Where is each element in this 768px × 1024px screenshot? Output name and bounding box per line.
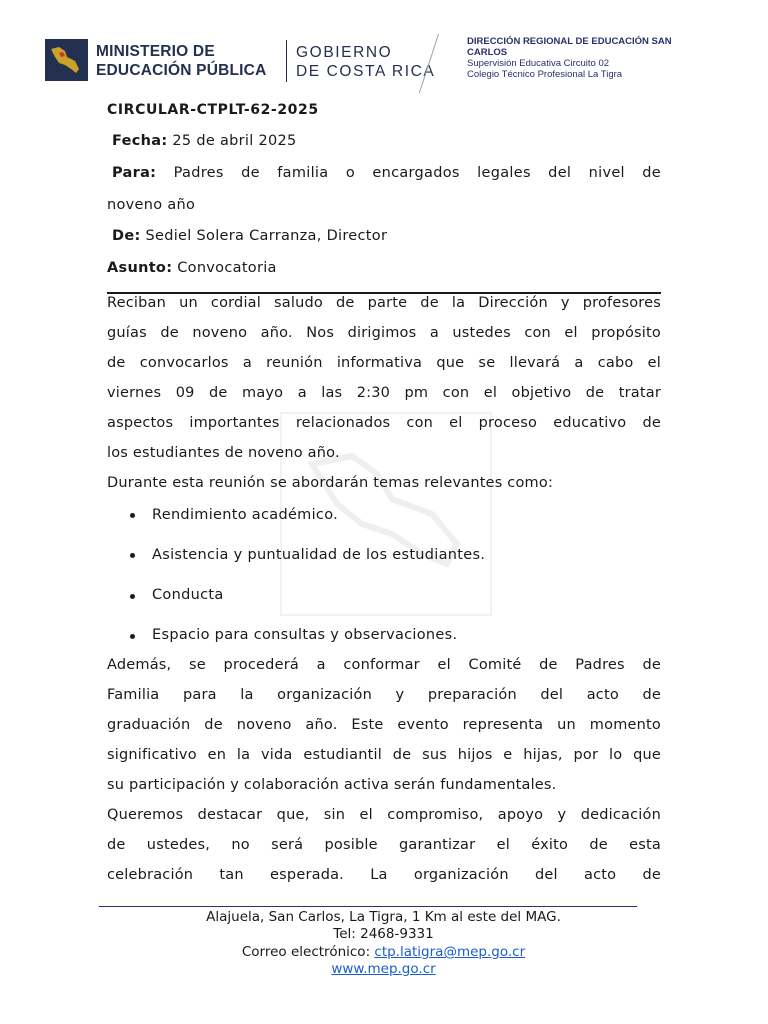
bullet-icon — [130, 634, 135, 639]
fecha-row — [112, 131, 297, 151]
direction-title: DIRECCIÓN REGIONAL DE EDUCACIÓN SAN CARLOS — [467, 36, 672, 58]
asunto-row — [107, 258, 277, 278]
list-intro: Durante esta reunión se abordarán temas relevantes como: — [107, 475, 554, 491]
p1-line: aspectos importantes relacionados con el proceso educativo de — [107, 415, 661, 431]
p3-line: celebración tan esperada. La organización del acto de — [107, 867, 661, 883]
asunto-value: Convocatoria — [177, 260, 277, 276]
bullet-icon — [130, 594, 135, 599]
para-value-line1: Padres de familia o encargados legales del nivel de — [173, 165, 661, 181]
circular-number: CIRCULAR-CTPLT-62-2025 — [107, 102, 319, 118]
mep-logo — [45, 39, 88, 81]
bullet-icon — [130, 513, 135, 518]
p3-line: de ustedes, no será posible garantizar el éxito de esta — [107, 837, 661, 853]
fecha-label: Fecha: — [112, 133, 168, 149]
para-row — [112, 163, 661, 183]
p2-line: Familia para la organización y preparación del acto de — [107, 687, 661, 703]
asunto-label: Asunto: — [107, 260, 173, 276]
gov-line2: DE COSTA RICA — [296, 63, 436, 80]
p1-line: Reciban un cordial saludo de parte de la Dirección y profesores — [107, 295, 661, 311]
bullet-item: Conducta — [152, 587, 224, 603]
bullet-item: Espacio para consultas y observaciones. — [152, 627, 458, 643]
p1-line: guías de noveno año. Nos dirigimos a ustedes con el propósito — [107, 325, 661, 341]
footer-email-label: Correo electrónico: — [241, 944, 375, 960]
de-value: Sediel Solera Carranza, Director — [145, 228, 388, 244]
p1-line: viernes 09 de mayo a las 2:30 pm con el objetivo de tratar — [107, 385, 661, 401]
paragraph-2 — [107, 650, 661, 890]
p2-line: significativo en la vida estudiantil de sus hijos e hijas, por lo que — [107, 747, 661, 763]
p1-line: de convocarlos a reunión informativa que se llevará a cabo el — [107, 355, 661, 371]
p2-line: Además, se procederá a conformar el Comité de Padres de — [107, 657, 661, 673]
bullet-item: Asistencia y puntualidad de los estudiantes. — [152, 547, 486, 563]
p3-line: Queremos destacar que, sin el compromiso, apoyo y dedicación — [107, 807, 661, 823]
government-name — [296, 43, 435, 81]
ministry-name — [96, 42, 266, 80]
bullet-item: Rendimiento académico. — [152, 507, 339, 523]
footer-phone: Tel: 2468-9331 — [333, 926, 434, 942]
para-label: Para: — [112, 165, 157, 181]
p2-line: su participación y colaboración activa serán fundamentales. — [107, 777, 557, 793]
paragraph-1 — [107, 288, 661, 498]
p1-line: los estudiantes de noveno año. — [107, 445, 340, 461]
costa-rica-map-icon — [45, 39, 88, 81]
footer-web-row — [99, 961, 668, 978]
de-label: De: — [112, 228, 141, 244]
para-value-line2: noveno año — [107, 197, 196, 213]
school-text: Colegio Técnico Profesional La Tigra — [467, 69, 623, 80]
ministry-line2: EDUCACIÓN PÚBLICA — [96, 62, 267, 79]
fecha-value: 25 de abril 2025 — [172, 133, 297, 149]
ministry-line1: MINISTERIO DE — [96, 43, 215, 60]
footer-address: Alajuela, San Carlos, La Tigra, 1 Km al este del MAG. — [206, 909, 561, 925]
p2-line: graduación de noveno año. Este evento representa un momento — [107, 717, 661, 733]
bullet-icon — [130, 553, 135, 558]
gov-line1: GOBIERNO — [296, 44, 393, 61]
footer-email-row — [99, 944, 668, 961]
de-row — [112, 226, 387, 246]
footer-email-link[interactable]: ctp.latigra@mep.go.cr — [374, 944, 526, 960]
direction-subtitle — [467, 58, 622, 80]
header-divider — [286, 40, 287, 82]
supervision-text: Supervisión Educativa Circuito 02 — [467, 58, 610, 69]
footer-divider — [99, 906, 637, 907]
footer-web-link[interactable]: www.mep.go.cr — [331, 961, 436, 977]
